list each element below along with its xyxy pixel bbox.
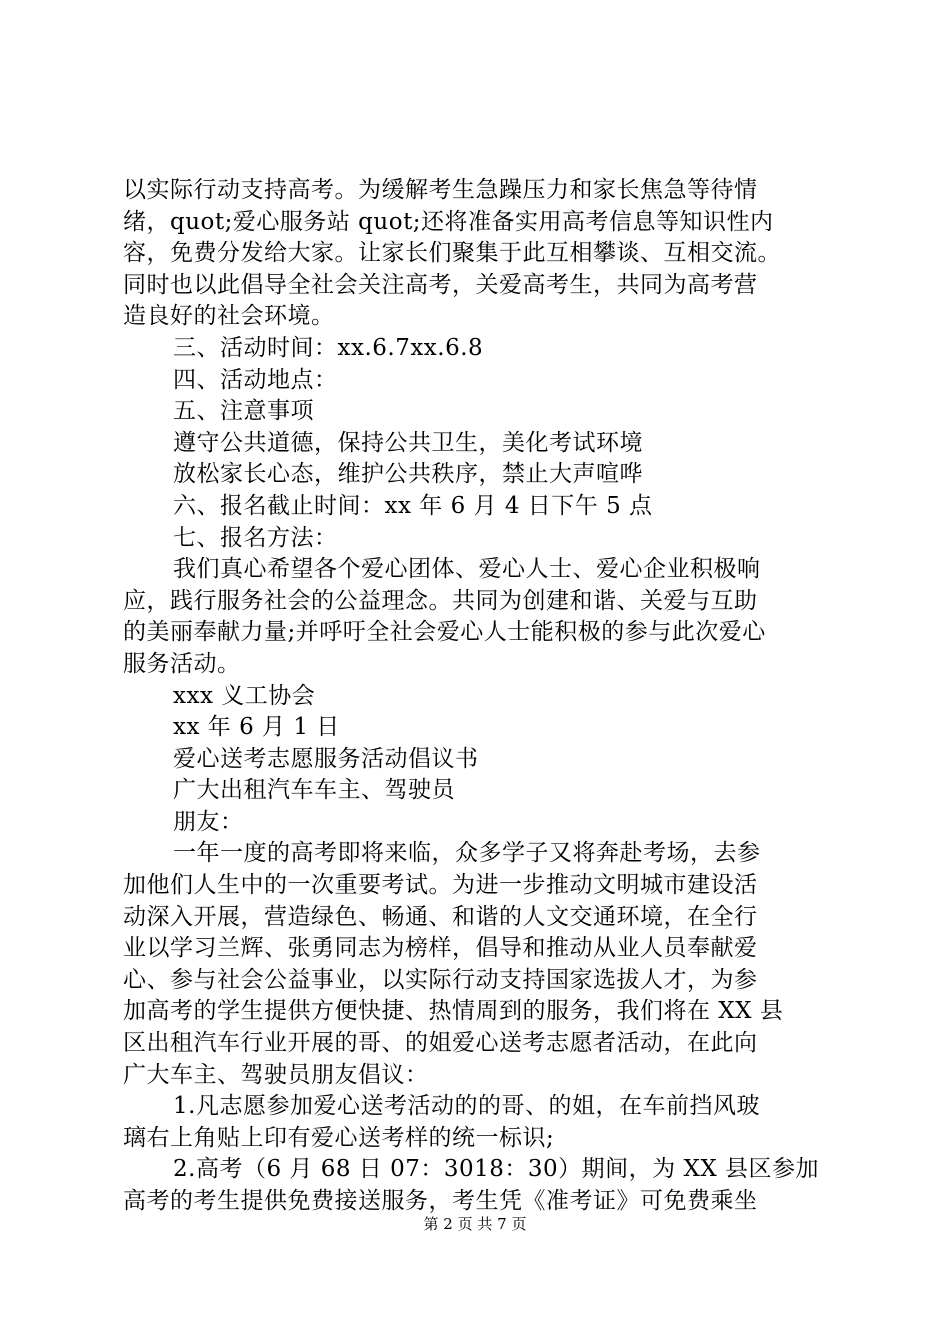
text-line: 心、参与社会公益事业，以实际行动支持国家选拔人才，为参 xyxy=(123,966,758,993)
text-line: 以实际行动支持高考。为缓解考生急躁压力和家长焦急等待情 xyxy=(123,177,758,203)
text-line: 高考的考生提供免费接送服务，考生凭《准考证》可免费乘坐 xyxy=(123,1188,758,1214)
text-line: 四、活动地点： xyxy=(173,366,338,393)
text-line: 应，践行服务社会的公益理念。共同为创建和谐、关爱与互助 xyxy=(123,587,758,614)
text-line: 的美丽奉献力量;并呼吁全社会爱心人士能积极的参与此次爱心 xyxy=(123,619,766,646)
text-line: 造良好的社会环境。 xyxy=(123,303,335,330)
text-line: 遵守公共道德，保持公共卫生，美化考试环境 xyxy=(173,429,643,456)
text-line: xx 年 6 月 1 日 xyxy=(173,714,340,741)
text-line: 朋友： xyxy=(173,808,244,835)
text-line: 容，免费分发给大家。让家长们聚集于此互相攀谈、互相交流。 xyxy=(123,240,781,267)
text-line: 加高考的学生提供方便快捷、热情周到的服务，我们将在 XX 县 xyxy=(123,998,784,1025)
text-line: 一年一度的高考即将来临，众多学子又将奔赴考场，去参 xyxy=(173,840,761,867)
text-line: 五、注意事项 xyxy=(173,398,314,425)
text-line: 服务活动。 xyxy=(123,650,241,677)
text-line: 我们真心希望各个爱心团体、爱心人士、爱心企业积极响 xyxy=(173,556,761,583)
text-line: 爱心送考志愿服务活动倡议书 xyxy=(173,745,479,772)
text-line: 区出租汽车行业开展的哥、的姐爱心送考志愿者活动，在此向 xyxy=(123,1030,758,1057)
text-line: 2.高考（6 月 68 日 07：3018：30）期间，为 XX 县区参加 xyxy=(173,1156,820,1183)
text-line: 1.凡志愿参加爱心送考活动的的哥、的姐，在车前挡风玻 xyxy=(173,1093,760,1120)
text-line: 加他们人生中的一次重要考试。为进一步推动文明城市建设活 xyxy=(123,872,758,899)
text-line: xxx 义工协会 xyxy=(173,682,316,709)
text-line: 广大出租汽车车主、驾驶员 xyxy=(173,777,455,804)
text-line: 七、报名方法： xyxy=(173,524,338,551)
page-footer: 第 2 页 共 7 页 xyxy=(423,1215,527,1233)
text-line: 六、报名截止时间：xx 年 6 月 4 日下午 5 点 xyxy=(173,492,653,519)
document-body xyxy=(123,175,843,1218)
text-line: 同时也以此倡导全社会关注高考，关爱高考生，共同为高考营 xyxy=(123,271,758,298)
text-line: 璃右上角贴上印有爱心送考样的统一标识; xyxy=(123,1124,555,1151)
text-line: 业以学习兰辉、张勇同志为榜样，倡导和推动从业人员奉献爱 xyxy=(123,935,758,962)
text-line: 放松家长心态，维护公共秩序，禁止大声喧哗 xyxy=(173,461,643,488)
text-line: 绪，quot;爱心服务站 quot;还将准备实用高考信息等知识性内 xyxy=(123,208,774,235)
text-line: 广大车主、驾驶员朋友倡议： xyxy=(123,1061,429,1088)
text-line: 动深入开展，营造绿色、畅通、和谐的人文交通环境，在全行 xyxy=(123,903,758,930)
text-line: 三、活动时间：xx.6.7xx.6.8 xyxy=(173,334,484,361)
